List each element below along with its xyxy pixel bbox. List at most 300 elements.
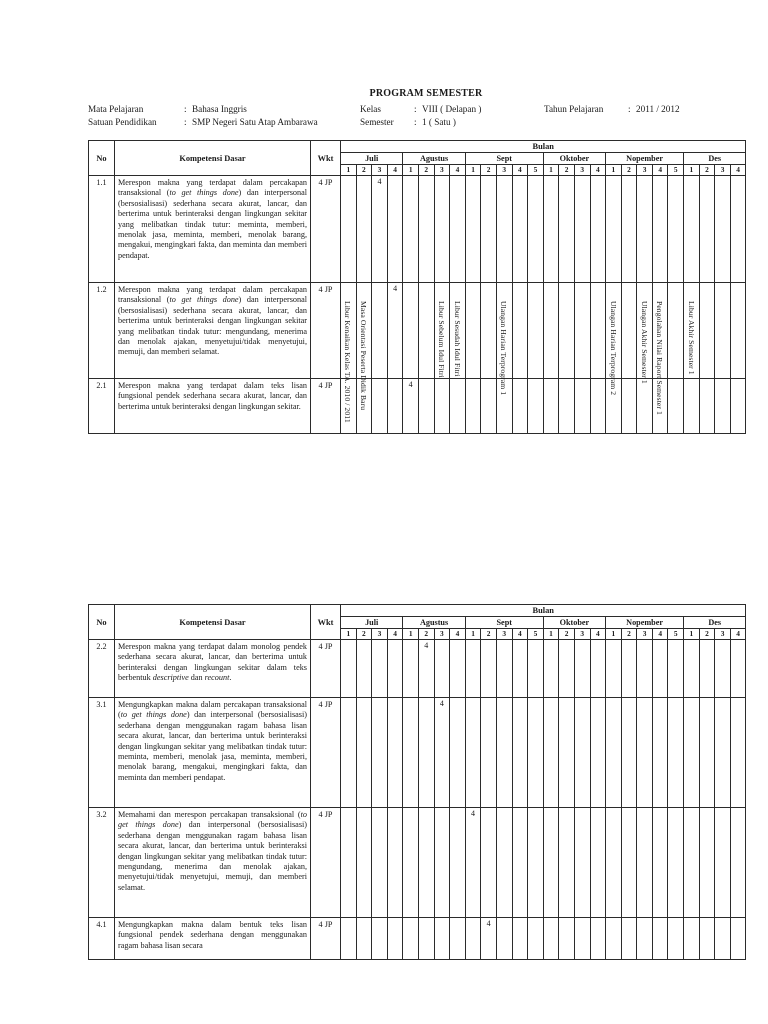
col-header-week-14: 2	[559, 629, 575, 640]
cell-week-9	[481, 283, 497, 379]
col-header-week-18: 2	[621, 629, 637, 640]
col-header-week-23: 2	[699, 629, 715, 640]
col-header-week-5: 2	[418, 629, 434, 640]
col-header-week-8: 1	[465, 165, 481, 176]
cell-week-3	[387, 640, 403, 698]
cell-week-10	[496, 379, 512, 434]
col-header-month-nopember: Nopember	[606, 617, 684, 629]
col-header-month-sept: Sept	[465, 617, 543, 629]
col-header-week-5: 2	[418, 165, 434, 176]
col-header-week-12: 5	[528, 629, 544, 640]
cell-week-25	[730, 918, 746, 960]
col-header-week-12: 5	[528, 165, 544, 176]
cell-week-25	[730, 698, 746, 808]
col-header-week-0: 1	[341, 629, 357, 640]
cell-week-13	[543, 808, 559, 918]
cell-week-7	[450, 698, 466, 808]
cell-week-2	[372, 379, 388, 434]
cell-week-15	[574, 379, 590, 434]
col-header-week-3: 4	[387, 629, 403, 640]
cell-week-24	[715, 379, 731, 434]
cell-week-6	[434, 918, 450, 960]
cell-week-8	[465, 379, 481, 434]
col-header-no: No	[89, 141, 115, 176]
cell-week-24	[715, 640, 731, 698]
cell-week-20	[652, 918, 668, 960]
cell-week-10	[496, 640, 512, 698]
cell-week-0	[341, 640, 357, 698]
cell-week-15	[574, 918, 590, 960]
cell-week-19	[637, 379, 653, 434]
colon-3: :	[628, 104, 631, 114]
col-header-kompetensi-dasar: Kompetensi Dasar	[115, 605, 311, 640]
cell-week-13	[543, 283, 559, 379]
cell-week-25	[730, 283, 746, 379]
col-header-week-4: 1	[403, 165, 419, 176]
event-label: Ulangan Harian Terprogram 2	[608, 300, 618, 395]
cell-week-3	[387, 918, 403, 960]
cell-week-8	[465, 176, 481, 283]
cell-wkt: 4 JP	[311, 379, 341, 434]
col-header-week-25: 4	[730, 165, 746, 176]
cell-week-14	[559, 379, 575, 434]
cell-week-4: 4	[403, 379, 419, 434]
cell-week-16	[590, 918, 606, 960]
cell-week-24	[715, 176, 731, 283]
cell-week-17	[606, 283, 622, 379]
event-label: Ulangan Harian Terprogram 1	[499, 300, 509, 395]
col-header-month-agustus: Agustus	[403, 617, 465, 629]
cell-week-12	[528, 918, 544, 960]
cell-kompetensi-dasar: Merespon makna yang terdapat dalam percakapan transaksional (to get things done) dan interpersonal (bersosialisasi) sederhana secara akurat, lancar, dan berterima untuk berinteraksi dengan lingkungan sekitar yang melibatkan tindak tutur: mengundang, menerima dan menolak ajakan, menyetujui/tidak menyetujui, memuji, dan memberi selamat.	[115, 283, 311, 379]
cell-week-16	[590, 640, 606, 698]
cell-week-1	[356, 698, 372, 808]
cell-week-0	[341, 379, 357, 434]
cell-week-12	[528, 379, 544, 434]
cell-wkt: 4 JP	[311, 918, 341, 960]
cell-kompetensi-dasar: Mengungkapkan makna dalam percakapan transaksional (to get things done) dan interpersonal (bersosialisasi) sederhana dengan menggunakan ragam bahasa lisan secara akurat, lancar, dan berterima untuk berinteraksi dengan lingkungan sekitar yang melibatkan tindak tutur: meminta, memberi, menolak jasa, meminta, memberi, menolak barang, mengakui, mengingkari fakta, dan meminta dan memberi pendapat.	[115, 698, 311, 808]
cell-week-7	[450, 379, 466, 434]
cell-week-21	[668, 379, 684, 434]
cell-week-24	[715, 918, 731, 960]
kelas-value: VIII ( Delapan )	[422, 104, 482, 114]
col-header-month-oktober: Oktober	[543, 153, 605, 165]
cell-week-0	[341, 808, 357, 918]
cell-week-23	[699, 698, 715, 808]
col-header-week-24: 3	[715, 165, 731, 176]
cell-week-11	[512, 176, 528, 283]
cell-week-8	[465, 283, 481, 379]
col-header-week-11: 4	[512, 629, 528, 640]
cell-week-12	[528, 808, 544, 918]
cell-week-9	[481, 808, 497, 918]
table-head-2	[89, 605, 746, 640]
cell-week-21	[668, 918, 684, 960]
colon-5: :	[414, 117, 417, 127]
col-header-week-24: 3	[715, 629, 731, 640]
event-label: Ulangan Akhir Semester 1	[639, 300, 649, 384]
cell-week-7	[450, 283, 466, 379]
tahun-pelajaran-label: Tahun Pelajaran	[544, 104, 604, 114]
table-head-1	[89, 141, 746, 176]
cell-week-4	[403, 808, 419, 918]
cell-week-4	[403, 698, 419, 808]
cell-week-9	[481, 379, 497, 434]
cell-week-23	[699, 640, 715, 698]
col-header-week-13: 1	[543, 165, 559, 176]
table-row	[89, 176, 746, 283]
cell-wkt: 4 JP	[311, 283, 341, 379]
cell-week-14	[559, 640, 575, 698]
colon-1: :	[184, 104, 187, 114]
col-header-week-21: 5	[668, 165, 684, 176]
cell-week-19	[637, 640, 653, 698]
cell-week-6: 4	[434, 698, 450, 808]
col-header-month-des: Des	[684, 617, 746, 629]
table-row	[89, 918, 746, 960]
cell-week-14	[559, 808, 575, 918]
cell-week-3	[387, 808, 403, 918]
cell-week-1	[356, 640, 372, 698]
cell-no: 2.1	[89, 379, 115, 434]
cell-week-24	[715, 808, 731, 918]
spacer-3	[636, 116, 706, 129]
cell-week-18	[621, 283, 637, 379]
metadata-grid	[88, 103, 704, 129]
cell-week-8: 4	[465, 808, 481, 918]
cell-week-15	[574, 698, 590, 808]
cell-wkt: 4 JP	[311, 640, 341, 698]
cell-week-3	[387, 698, 403, 808]
cell-week-7	[450, 918, 466, 960]
col-header-month-juli: Juli	[341, 153, 403, 165]
cell-week-10	[496, 808, 512, 918]
cell-week-20	[652, 808, 668, 918]
cell-week-11	[512, 379, 528, 434]
cell-week-15	[574, 176, 590, 283]
cell-no: 3.1	[89, 698, 115, 808]
cell-week-8	[465, 918, 481, 960]
cell-week-24	[715, 283, 731, 379]
col-header-week-7: 4	[450, 165, 466, 176]
col-header-week-10: 3	[496, 165, 512, 176]
cell-week-21	[668, 698, 684, 808]
cell-week-13	[543, 918, 559, 960]
cell-week-10	[496, 698, 512, 808]
cell-week-6	[434, 283, 450, 379]
cell-week-13	[543, 640, 559, 698]
cell-week-3: 4	[387, 283, 403, 379]
event-label: Pengolahan Nilai Raport Semester 1	[655, 300, 665, 415]
cell-no: 1.2	[89, 283, 115, 379]
cell-week-17	[606, 176, 622, 283]
cell-week-1	[356, 808, 372, 918]
col-header-month-sept: Sept	[465, 153, 543, 165]
cell-week-16	[590, 176, 606, 283]
event-label: Libur Sesudah Idul Fitri	[452, 300, 462, 377]
col-header-no: No	[89, 605, 115, 640]
col-header-week-25: 4	[730, 629, 746, 640]
col-header-week-2: 3	[372, 165, 388, 176]
cell-week-17	[606, 918, 622, 960]
col-header-week-13: 1	[543, 629, 559, 640]
event-label: Libur Akhir Semester 1	[686, 300, 696, 375]
cell-week-23	[699, 283, 715, 379]
cell-kompetensi-dasar: Merespon makna yang terdapat dalam teks lisan fungsional pendek sederhana secara akurat, lancar, dan berterima untuk berinteraksi dengan lingkungan sekitar.	[115, 379, 311, 434]
cell-wkt: 4 JP	[311, 808, 341, 918]
cell-week-20	[652, 640, 668, 698]
cell-week-0	[341, 918, 357, 960]
col-header-week-6: 3	[434, 629, 450, 640]
cell-week-5	[418, 808, 434, 918]
header-row-top	[89, 141, 746, 153]
col-header-week-14: 2	[559, 165, 575, 176]
cell-week-25	[730, 379, 746, 434]
col-header-week-9: 2	[481, 629, 497, 640]
cell-week-2	[372, 283, 388, 379]
spacer-1	[544, 116, 628, 129]
col-header-kompetensi-dasar: Kompetensi Dasar	[115, 141, 311, 176]
col-header-week-22: 1	[684, 629, 700, 640]
cell-week-18	[621, 640, 637, 698]
cell-kompetensi-dasar: Memahami dan merespon percakapan transaksional (to get things done) dan interpersonal (bersosialisasi) sederhana dengan menggunakan ragam bahasa lisan secara akurat, lancar, dan berterima untuk berinteraksi dengan lingkungan sekitar yang melibatkan tindak tutur: mengundang, menerima dan menolak ajakan, menyetujui/tidak menyetujui, memuji, dan memberi selamat.	[115, 808, 311, 918]
col-header-bulan: Bulan	[341, 141, 746, 153]
col-header-month-juli: Juli	[341, 617, 403, 629]
cell-week-16	[590, 698, 606, 808]
cell-week-14	[559, 918, 575, 960]
cell-week-3	[387, 379, 403, 434]
event-label: Libur Kenaikan Kelas TA. 2010 / 2011	[343, 300, 353, 423]
cell-week-15	[574, 808, 590, 918]
satuan-pendidikan-value: SMP Negeri Satu Atap Ambarawa	[192, 117, 318, 127]
col-header-month-nopember: Nopember	[606, 153, 684, 165]
cell-week-13	[543, 379, 559, 434]
cell-week-4	[403, 283, 419, 379]
semester-label: Semester	[360, 117, 394, 127]
cell-week-23	[699, 379, 715, 434]
cell-week-18	[621, 808, 637, 918]
semester-value: 1 ( Satu )	[422, 117, 456, 127]
cell-week-23	[699, 918, 715, 960]
cell-week-11	[512, 283, 528, 379]
cell-week-1	[356, 176, 372, 283]
col-header-week-22: 1	[684, 165, 700, 176]
cell-week-11	[512, 698, 528, 808]
cell-week-18	[621, 176, 637, 283]
cell-week-19	[637, 918, 653, 960]
cell-week-22	[684, 808, 700, 918]
cell-week-19	[637, 698, 653, 808]
kelas-label: Kelas	[360, 104, 381, 114]
cell-no: 3.2	[89, 808, 115, 918]
cell-no: 2.2	[89, 640, 115, 698]
cell-week-17	[606, 379, 622, 434]
cell-week-2	[372, 640, 388, 698]
col-header-week-10: 3	[496, 629, 512, 640]
col-header-week-16: 4	[590, 165, 606, 176]
col-header-week-20: 4	[652, 165, 668, 176]
cell-week-18	[621, 698, 637, 808]
cell-week-9: 4	[481, 918, 497, 960]
cell-week-11	[512, 808, 528, 918]
col-header-week-20: 4	[652, 629, 668, 640]
col-header-week-1: 2	[356, 629, 372, 640]
spacer-2	[628, 116, 636, 129]
cell-week-4	[403, 918, 419, 960]
cell-week-20	[652, 283, 668, 379]
cell-week-7	[450, 176, 466, 283]
cell-week-5	[418, 379, 434, 434]
cell-week-6	[434, 379, 450, 434]
col-header-week-19: 3	[637, 165, 653, 176]
col-header-week-3: 4	[387, 165, 403, 176]
cell-week-21	[668, 283, 684, 379]
col-header-week-9: 2	[481, 165, 497, 176]
cell-week-23	[699, 176, 715, 283]
cell-week-23	[699, 808, 715, 918]
cell-week-9	[481, 698, 497, 808]
table-row	[89, 698, 746, 808]
cell-week-5	[418, 698, 434, 808]
cell-week-16	[590, 808, 606, 918]
cell-wkt: 4 JP	[311, 698, 341, 808]
mata-pelajaran-label: Mata Pelajaran	[88, 104, 144, 114]
cell-week-22	[684, 640, 700, 698]
cell-week-9	[481, 176, 497, 283]
col-header-week-1: 2	[356, 165, 372, 176]
col-header-wkt: Wkt	[311, 605, 341, 640]
cell-week-7	[450, 640, 466, 698]
cell-week-13	[543, 176, 559, 283]
cell-week-22	[684, 283, 700, 379]
table-row	[89, 379, 746, 434]
col-header-week-0: 1	[341, 165, 357, 176]
cell-week-2	[372, 918, 388, 960]
cell-week-21	[668, 176, 684, 283]
cell-week-9	[481, 640, 497, 698]
table-body-2	[89, 640, 746, 960]
satuan-pendidikan-label: Satuan Pendidikan	[88, 117, 157, 127]
cell-week-8	[465, 698, 481, 808]
cell-week-2: 4	[372, 176, 388, 283]
table-row	[89, 640, 746, 698]
col-header-week-15: 3	[574, 165, 590, 176]
cell-week-17	[606, 698, 622, 808]
cell-week-10	[496, 918, 512, 960]
cell-week-1	[356, 918, 372, 960]
cell-week-16	[590, 379, 606, 434]
cell-week-25	[730, 808, 746, 918]
table-body-1	[89, 176, 746, 434]
cell-week-5	[418, 283, 434, 379]
col-header-week-15: 3	[574, 629, 590, 640]
mata-pelajaran-value: Bahasa Inggris	[192, 104, 247, 114]
cell-week-6	[434, 808, 450, 918]
col-header-week-16: 4	[590, 629, 606, 640]
colon-2: :	[414, 104, 417, 114]
col-header-month-oktober: Oktober	[543, 617, 605, 629]
col-header-week-21: 5	[668, 629, 684, 640]
col-header-month-des: Des	[684, 153, 746, 165]
cell-week-21	[668, 640, 684, 698]
cell-week-12	[528, 698, 544, 808]
cell-week-20	[652, 698, 668, 808]
cell-week-22	[684, 918, 700, 960]
event-label: Masa Orientasi Peserta Didik Baru	[359, 300, 369, 410]
cell-week-1	[356, 283, 372, 379]
cell-week-5	[418, 918, 434, 960]
program-semester-table-page1	[88, 140, 746, 434]
cell-week-6	[434, 176, 450, 283]
tahun-pelajaran-value: 2011 / 2012	[636, 104, 680, 114]
cell-week-1	[356, 379, 372, 434]
col-header-week-11: 4	[512, 165, 528, 176]
cell-week-14	[559, 176, 575, 283]
cell-week-20	[652, 379, 668, 434]
cell-week-4	[403, 640, 419, 698]
cell-week-0	[341, 283, 357, 379]
cell-week-22	[684, 698, 700, 808]
col-header-wkt: Wkt	[311, 141, 341, 176]
cell-week-4	[403, 176, 419, 283]
cell-week-22	[684, 176, 700, 283]
cell-week-11	[512, 918, 528, 960]
col-header-week-18: 2	[621, 165, 637, 176]
table-row	[89, 808, 746, 918]
cell-week-25	[730, 176, 746, 283]
cell-week-15	[574, 283, 590, 379]
col-header-week-4: 1	[403, 629, 419, 640]
col-header-week-8: 1	[465, 629, 481, 640]
cell-week-17	[606, 640, 622, 698]
cell-week-24	[715, 698, 731, 808]
cell-kompetensi-dasar: Merespon makna yang terdapat dalam monolog pendek sederhana secara akurat, lancar, dan berterima untuk berinteraksi dengan lingkungan sekitar dalam teks berbentuk descriptive dan recount.	[115, 640, 311, 698]
cell-week-6	[434, 640, 450, 698]
cell-week-17	[606, 808, 622, 918]
cell-week-22	[684, 379, 700, 434]
cell-week-13	[543, 698, 559, 808]
table-row	[89, 283, 746, 379]
cell-week-0	[341, 176, 357, 283]
header-row-top	[89, 605, 746, 617]
cell-wkt: 4 JP	[311, 176, 341, 283]
cell-week-16	[590, 283, 606, 379]
cell-week-2	[372, 808, 388, 918]
cell-week-21	[668, 808, 684, 918]
document-header	[88, 88, 704, 129]
cell-week-12	[528, 176, 544, 283]
cell-week-12	[528, 640, 544, 698]
cell-week-8	[465, 640, 481, 698]
cell-week-0	[341, 698, 357, 808]
col-header-week-17: 1	[606, 629, 622, 640]
cell-week-3	[387, 176, 403, 283]
cell-week-19	[637, 176, 653, 283]
cell-week-14	[559, 698, 575, 808]
col-header-week-19: 3	[637, 629, 653, 640]
cell-week-10	[496, 283, 512, 379]
col-header-week-6: 3	[434, 165, 450, 176]
col-header-week-23: 2	[699, 165, 715, 176]
cell-kompetensi-dasar: Mengungkapkan makna dalam bentuk teks lisan fungsional pendek sederhana dengan menggunakan ragam bahasa lisan secara	[115, 918, 311, 960]
cell-week-7	[450, 808, 466, 918]
cell-week-19	[637, 283, 653, 379]
program-semester-table-page2	[88, 604, 746, 960]
colon-4: :	[184, 117, 187, 127]
col-header-week-2: 3	[372, 629, 388, 640]
cell-week-11	[512, 640, 528, 698]
cell-week-10	[496, 176, 512, 283]
